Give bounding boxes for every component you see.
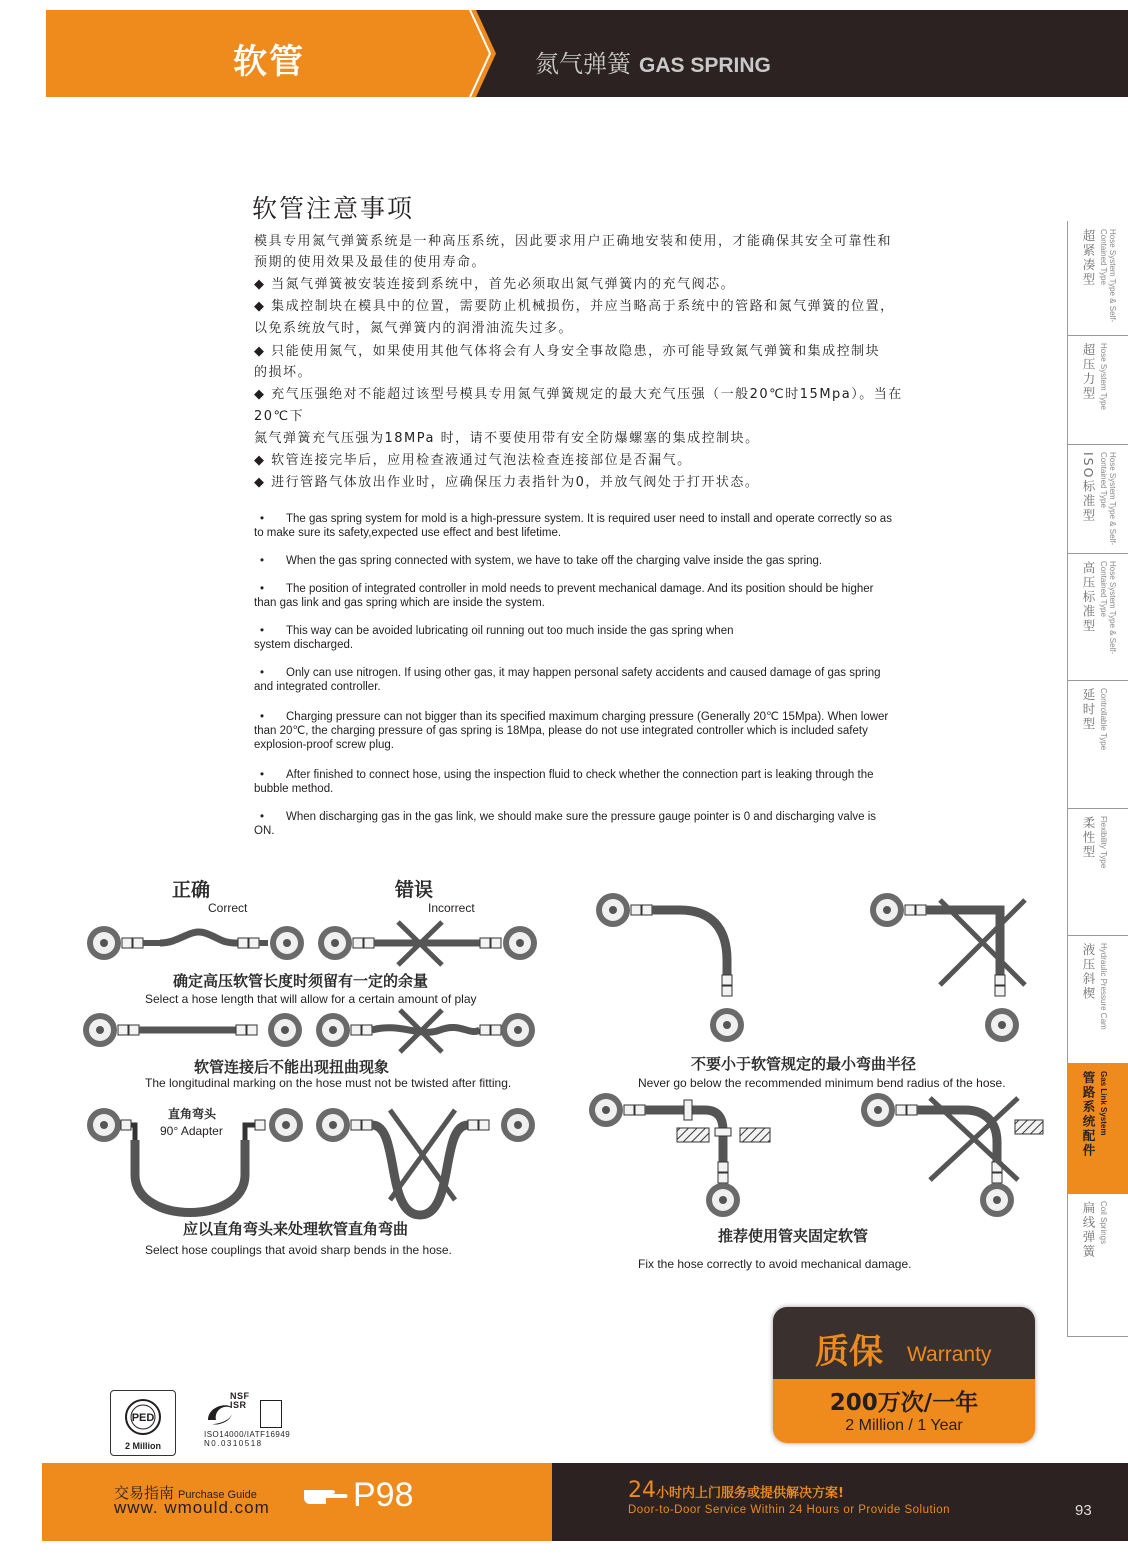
diagram-correct-2 bbox=[83, 1013, 302, 1047]
note-text: and integrated controller. bbox=[254, 681, 381, 693]
nsf-text: NSF bbox=[230, 1391, 250, 1401]
note-line-cn: ◆ 只能使用氮气，如果使用其他气体将会有人身安全事故隐患，亦可能导致氮气弹簧和集成控制块 bbox=[254, 344, 881, 359]
svg-text:PED: PED bbox=[131, 1412, 155, 1424]
correct-label-en: Correct bbox=[208, 901, 248, 915]
note-text: Only can use nitrogen. If using other gas, it may happen personal safety accidents and caused damage of gas spring bbox=[286, 667, 881, 679]
side-tab[interactable] bbox=[1067, 444, 1128, 554]
side-tab-label: 管路系统配件 bbox=[1081, 1071, 1096, 1158]
note-item-en bbox=[254, 666, 1010, 694]
note-line-cn: 氮气弹簧充气压强为18MPa 时，请不要使用带有安全防爆螺塞的集成控制块。 bbox=[254, 431, 760, 446]
side-tab-label-en: Hydraulic Pressure Cam bbox=[1099, 943, 1108, 1030]
diagram-caption-en: The longitudinal marking on the hose must not be twisted after fitting. bbox=[145, 1076, 512, 1090]
note-item-en bbox=[254, 810, 1010, 838]
iso-text: ISO14000/IATF16949 bbox=[204, 1430, 291, 1439]
side-tab-label: 扁线弹簧 bbox=[1081, 1201, 1096, 1259]
note-text: ON. bbox=[254, 825, 275, 837]
note-line-cn: ◆ 软管连接完毕后，应用检查液通过气泡法检查连接部位是否漏气。 bbox=[254, 453, 692, 468]
side-tab-label: 液压斜楔 bbox=[1081, 943, 1096, 1001]
side-tab-label-en: Hose System Type & Self-Contained Type bbox=[1099, 229, 1117, 323]
purchase-guide: 交易指南 Purchase Guide bbox=[114, 1484, 257, 1502]
bullet: • bbox=[260, 667, 265, 679]
side-tab[interactable] bbox=[1067, 553, 1128, 681]
bullet: • bbox=[260, 583, 265, 595]
note-text: Charging pressure can not bigger than its specified maximum charging pressure (Generally 20℃ 15Mpa). When lower bbox=[286, 711, 889, 723]
side-tab[interactable] bbox=[1067, 808, 1128, 936]
note-text: explosion-proof screw plug. bbox=[254, 739, 394, 751]
page-reference[interactable]: P98 bbox=[353, 1476, 414, 1514]
pointing-hand-icon bbox=[302, 1484, 348, 1506]
diagram-caption-cn: 软管连接后不能出现扭曲现象 bbox=[194, 1058, 390, 1076]
side-tab-label: 延时型 bbox=[1081, 688, 1096, 732]
website-link[interactable]: www. wmould.com bbox=[114, 1498, 270, 1517]
side-tab[interactable] bbox=[1067, 680, 1128, 809]
side-tab[interactable] bbox=[1067, 335, 1128, 445]
diagram-incorrect-5 bbox=[861, 1093, 1043, 1217]
section-title: 软管 bbox=[233, 42, 305, 82]
side-tab-label: 超压力型 bbox=[1081, 343, 1096, 401]
footer-slant bbox=[524, 1463, 554, 1541]
bullet: • bbox=[260, 769, 265, 781]
warranty-top bbox=[773, 1307, 1035, 1379]
ped-logo-icon bbox=[111, 1391, 175, 1441]
adapter-label-en: 90° Adapter bbox=[160, 1124, 223, 1138]
diagram-caption-cn: 应以直角弯头来处理软管直角弯曲 bbox=[183, 1220, 409, 1238]
note-text: system discharged. bbox=[254, 639, 354, 651]
note-line-cn: 预期的使用效果及最佳的使用寿命。 bbox=[254, 255, 487, 270]
service-promise-en: Door-to-Door Service Within 24 Hours or Provide Solution bbox=[628, 1504, 951, 1516]
service-promise: 24小时内上门服务或提供解决方案! bbox=[628, 1478, 844, 1503]
side-tab[interactable] bbox=[1067, 935, 1128, 1064]
isr-text: ISR bbox=[230, 1400, 247, 1410]
diagram-incorrect-2 bbox=[316, 1010, 535, 1052]
bullet: • bbox=[260, 513, 265, 525]
section-subtitle: 氮气弹簧 GAS SPRING bbox=[535, 50, 771, 78]
side-tab-label: 超紧凑型 bbox=[1081, 229, 1096, 287]
diagram-caption-cn: 确定高压软管长度时须留有一定的余量 bbox=[173, 972, 429, 990]
warranty-title-cn: 质保 bbox=[815, 1332, 883, 1372]
diagram-incorrect-3 bbox=[316, 1108, 535, 1215]
note-line-cn: 模具专用氮气弹簧系统是一种高压系统，因此要求用户正确地安装和使用，才能确保其安全可靠性和 bbox=[254, 234, 893, 249]
incorrect-label-en: Incorrect bbox=[428, 901, 475, 915]
bullet: • bbox=[260, 625, 265, 637]
bullet: • bbox=[260, 711, 265, 723]
diagram-incorrect-1 bbox=[318, 922, 537, 965]
side-tab-label-en: Controllable Type bbox=[1099, 688, 1108, 751]
warranty-badge bbox=[773, 1307, 1035, 1443]
note-item-en bbox=[254, 582, 1010, 610]
side-tab-label-en: Hose System Type & Self-Contained Type bbox=[1099, 561, 1117, 655]
ped-label: 2 Million bbox=[125, 1441, 161, 1451]
side-tab-label: ISO标准型 bbox=[1081, 452, 1096, 523]
warranty-title-en: Warranty bbox=[907, 1343, 992, 1366]
note-item-en bbox=[254, 624, 1010, 652]
diagram-incorrect-4 bbox=[870, 893, 1025, 1042]
note-text: The position of integrated controller in mold needs to prevent mechanical damage. And its position should be higher bbox=[286, 583, 874, 595]
diagram-correct-1 bbox=[87, 926, 304, 960]
note-text: than 20℃, the charging pressure of gas spring is 18Mpa, please do not use integrated controller which is included safety bbox=[254, 725, 868, 737]
serial-text: N0.0310518 bbox=[204, 1439, 263, 1448]
diagram-caption-cn: 不要小于软管规定的最小弯曲半径 bbox=[691, 1055, 917, 1073]
note-line-cn: 20℃下 bbox=[254, 409, 305, 424]
note-text: When discharging gas in the gas link, we should make sure the pressure gauge pointer is 0 and discharging valve is bbox=[286, 811, 877, 823]
note-line-cn: 的损坏。 bbox=[254, 365, 313, 380]
note-line-cn: ◆ 集成控制块在模具中的位置，需要防止机械损伤，并应当略高于系统中的管路和氮气弹簧的位置， bbox=[254, 299, 895, 314]
side-tab-label-en: Hose System Type & Self-Contained Type bbox=[1099, 452, 1117, 546]
diagram-caption-cn: 推荐使用管夹固定软管 bbox=[718, 1227, 869, 1245]
note-item-en bbox=[254, 768, 1010, 796]
bullet: • bbox=[260, 555, 265, 567]
page-number: 93 bbox=[1075, 1502, 1092, 1519]
header-arrow bbox=[456, 10, 496, 97]
note-line-cn: ◆ 进行管路气体放出作业时，应确保压力表指针为0，并放气阀处于打开状态。 bbox=[254, 475, 760, 490]
ped-cert bbox=[110, 1390, 176, 1456]
side-tab[interactable] bbox=[1067, 1063, 1128, 1194]
note-item-en bbox=[254, 710, 1010, 752]
note-item-en bbox=[254, 512, 1010, 540]
correct-label: 正确 bbox=[172, 879, 211, 901]
note-line-cn: ◆ 当氮气弹簧被安装连接到系统中，首先必须取出氮气弹簧内的充气阀芯。 bbox=[254, 277, 736, 292]
side-tab-label-en: Coil Springs bbox=[1099, 1201, 1108, 1245]
note-line-cn: ◆ 充气压强绝对不能超过该型号模具专用氮气弹簧规定的最大充气压强（一般20℃时15Mpa）。当在 bbox=[254, 387, 903, 402]
note-text: This way can be avoided lubricating oil running out too much inside the gas spring when bbox=[286, 625, 734, 637]
bullet: • bbox=[260, 811, 265, 823]
warranty-sub: 2 Million / 1 Year bbox=[845, 1417, 963, 1434]
iso-cert bbox=[204, 1392, 300, 1454]
side-tab-label-en: Gas Link System bbox=[1099, 1071, 1108, 1136]
diagram-correct-5 bbox=[589, 1093, 770, 1217]
note-text: When the gas spring connected with system, we have to take off the charging valve inside the gas spring. bbox=[286, 555, 823, 567]
diagram-correct-4 bbox=[596, 893, 744, 1042]
diagram-caption-en: Never go below the recommended minimum bend radius of the hose. bbox=[638, 1076, 1006, 1090]
note-line-cn: 以免系统放气时，氮气弹簧内的润滑油流失过多。 bbox=[254, 321, 574, 336]
adapter-label-cn: 直角弯头 bbox=[168, 1107, 217, 1121]
diagram-caption-en: Select a hose length that will allow for a certain amount of play bbox=[145, 992, 477, 1006]
incorrect-label: 错误 bbox=[395, 879, 434, 901]
side-tab-label: 柔性型 bbox=[1081, 816, 1096, 860]
page-title: 软管注意事项 bbox=[252, 194, 415, 223]
side-tab-label-en: Flexibility Type bbox=[1099, 816, 1108, 869]
note-text: bubble method. bbox=[254, 783, 334, 795]
note-text: to make sure its safety,expected use effect and best lifetime. bbox=[254, 527, 562, 539]
ukas-icon bbox=[260, 1400, 282, 1428]
note-text: After finished to connect hose, using the inspection fluid to check whether the connection part is leaking through the bbox=[286, 769, 874, 781]
side-tab-label: 高压标准型 bbox=[1081, 561, 1096, 634]
note-text: The gas spring system for mold is a high-pressure system. It is required user need to install and operate correctly so as bbox=[286, 513, 892, 525]
side-tab-label-en: Hose System Type bbox=[1099, 343, 1108, 410]
warranty-value: 200万次/一年 bbox=[829, 1390, 979, 1416]
side-tab[interactable] bbox=[1067, 1193, 1128, 1337]
diagram-caption-en: Fix the hose correctly to avoid mechanical damage. bbox=[638, 1257, 912, 1271]
diagram-caption-en: Select hose couplings that avoid sharp bends in the hose. bbox=[145, 1243, 452, 1257]
note-item-en bbox=[260, 554, 1010, 568]
side-tab[interactable] bbox=[1067, 221, 1128, 336]
note-text: than gas link and gas spring which are inside the system. bbox=[254, 597, 545, 609]
